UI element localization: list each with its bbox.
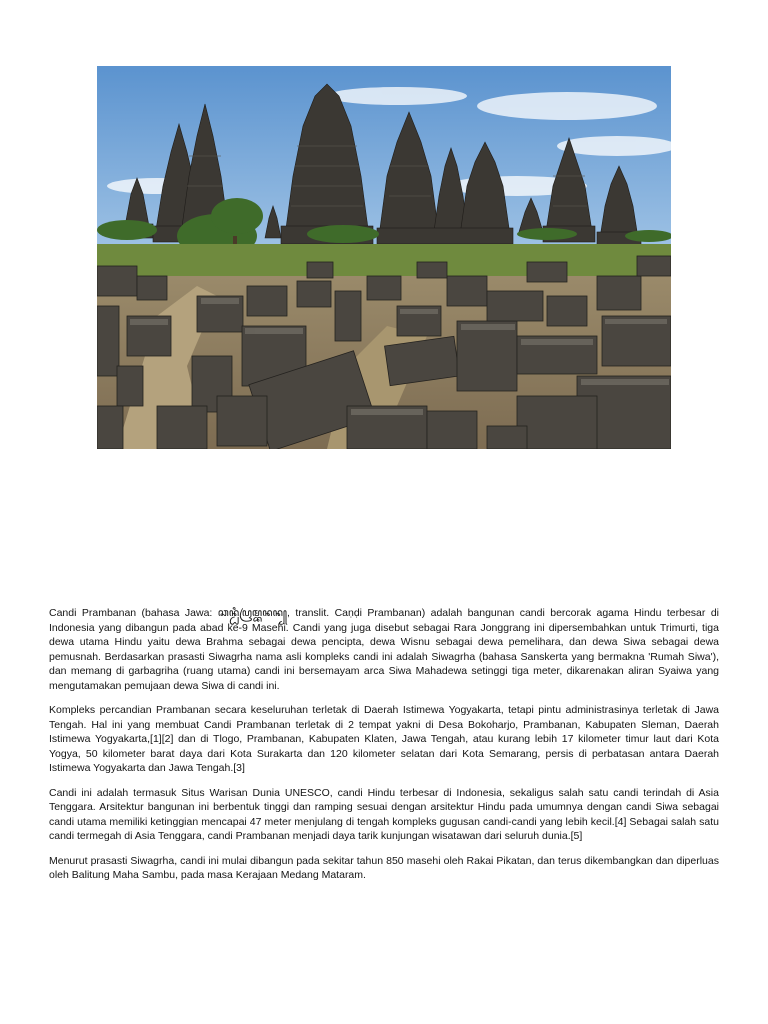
paragraph-3: Candi ini adalah termasuk Situs Warisan Dunia UNESCO, candi Hindu terbesar di Indonesia, sekaligus salah satu candi terindah di Asia Tenggara. Arsitektur bangunan ini berbentuk tinggi dan ramping sesuai dengan arsitektur Hindu pada umumnya dengan candi Siwa sebagai candi utama memiliki ketinggian mencapai 47 meter menjulang di tengah kompleks gugusan candi-candi yang lebih kecil.[4] Sebagai salah satu candi termegah di Asia Tenggara, candi Prambanan menjadi daya tarik kunjungan wisatawan dari seluruh dunia.[5] (49, 786, 719, 842)
prambanan-photo (97, 66, 671, 449)
prambanan-illustration (97, 66, 671, 449)
article-body (49, 606, 719, 893)
paragraph-1: Candi Prambanan (bahasa Jawa: ꦕꦤ꧀ꦝꦶꦥꦿꦩ꧀ꦧꦤꦤ꧀, translit. Caṇḍi Prambanan) adalah bangunan candi bercorak agama Hindu terbesar di Indonesia yang dibangun pada abad ke-9 Masehi. Candi yang juga disebut sebagai Rara Jonggrang ini dipersembahkan untuk Trimurti, tiga dewa utama Hindu yaitu dewa Brahma sebagai dewa pencipta, dewa Wisnu sebagai dewa pemelihara, dan dewa Siwa sebagai dewa pemusnah. Berdasarkan prasasti Siwagrha nama asli kompleks candi ini adalah Siwagrha (bahasa Sanskerta yang bermakna 'Rumah Siwa'), dan memang di garbagriha (ruang utama) candi ini bersemayam arca Siwa Mahadewa setinggi tiga meter, dikarenakan aliran Syaiwa yang mengutamakan pemujaan dewa Siwa di candi ini. (49, 607, 719, 692)
paragraph-2: Kompleks percandian Prambanan secara keseluruhan terletak di Daerah Istimewa Yogyakarta, tetapi pintu administrasinya terletak di Jawa Tengah. Hal ini yang membuat Candi Prambanan terletak di 2 tempat yakni di Desa Bokoharjo, Prambanan, Kabupaten Sleman, Daerah Istimewa Yogyakarta,[1][2] dan di Tlogo, Prambanan, Kabupaten Klaten, Jawa Tengah, atau kurang lebih 17 kilometer timur laut dari Kota Yogya, 50 kilometer barat daya dari Kota Surakarta dan 120 kilometer selatan dari Kota Semarang, persis di perbatasan antara Daerah Istimewa Yogyakarta dan Jawa Tengah.[3] (49, 704, 719, 774)
paragraph-4: Menurut prasasti Siwagrha, candi ini mulai dibangun pada sekitar tahun 850 masehi oleh Rakai Pikatan, dan terus dikembangkan dan diperluas oleh Balitung Maha Sambu, pada masa Kerajaan Medang Mataram. (49, 854, 719, 881)
